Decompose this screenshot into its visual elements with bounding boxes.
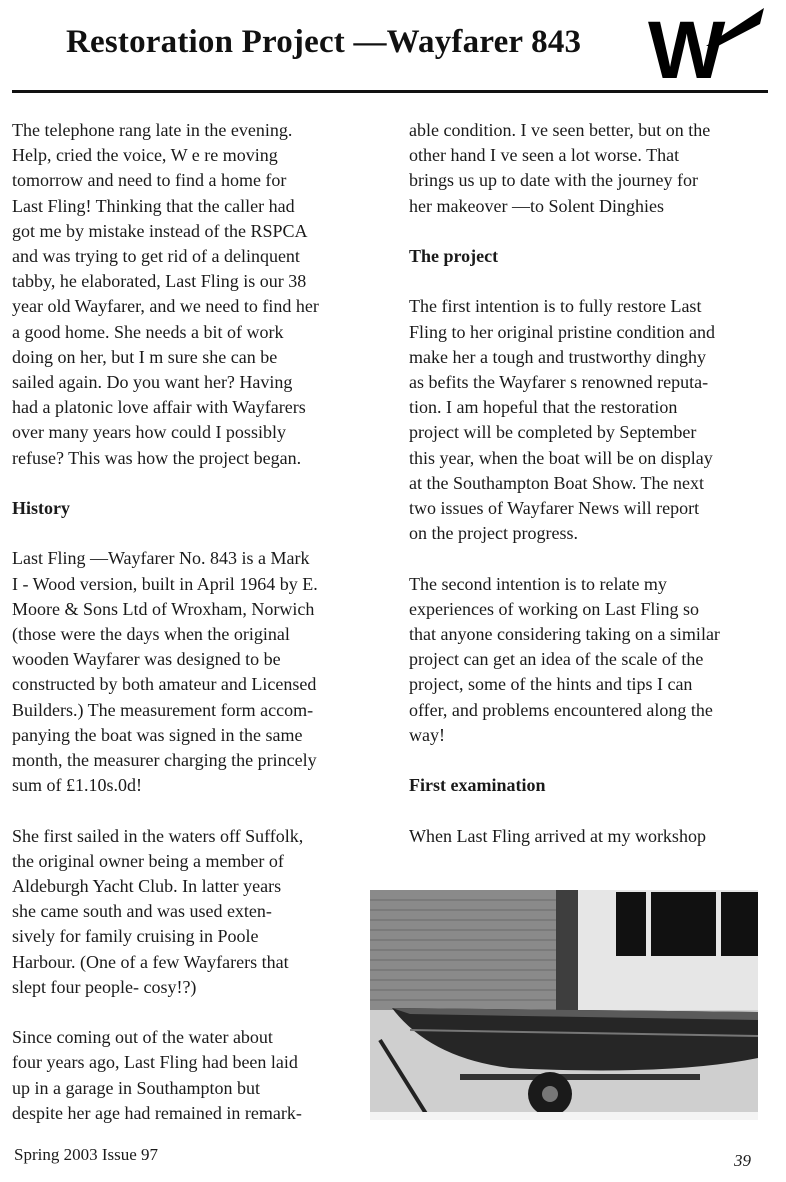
body-text-line: refuse? This was how the project began.	[12, 447, 302, 468]
body-text-line: this year, when the boat will be on display	[409, 447, 713, 468]
body-text-line: constructed by both amateur and Licensed	[12, 674, 317, 695]
body-text-line: and was trying to get rid of a delinquent	[12, 246, 300, 267]
body-text-line: at the Southampton Boat Show. The next	[409, 472, 704, 493]
paragraph-gap	[409, 798, 771, 823]
paragraph-gap	[12, 471, 374, 496]
body-text-line: got me by mistake instead of the RSPCA	[12, 220, 308, 241]
body-text-line: other hand I ve seen a lot worse. That	[409, 145, 680, 166]
body-text-line: The first intention is to fully restore Last	[409, 296, 702, 317]
body-text-line: Moore & Sons Ltd of Wroxham, Norwich	[12, 598, 315, 619]
body-text-line: Aldeburgh Yacht Club. In latter years	[12, 876, 282, 897]
body-text-line: tomorrow and need to find a home for	[12, 170, 287, 191]
body-text-line: experiences of working on Last Fling so	[409, 598, 699, 619]
body-text-line: Harbour. (One of a few Wayfarers that	[12, 951, 289, 972]
body-text-line: tion. I am hopeful that the restoration	[409, 397, 678, 418]
body-text-line: slept four people- cosy!?)	[12, 976, 197, 997]
paragraph-gap	[409, 219, 771, 244]
body-text-line: had a platonic love affair with Wayfarers	[12, 397, 306, 418]
body-text-line: wooden Wayfarer was designed to be	[12, 649, 281, 670]
section-heading: First examination	[409, 775, 546, 796]
body-text-line: sively for family cruising in Poole	[12, 926, 259, 947]
body-text-line: tabby, he elaborated, Last Fling is our 38	[12, 271, 307, 292]
body-text-line: panying the boat was signed in the same	[12, 724, 303, 745]
body-text-line: that anyone considering taking on a similar	[409, 624, 720, 645]
body-text-line: The second intention is to relate my	[409, 573, 667, 594]
paragraph-gap	[12, 521, 374, 546]
body-text-line: Last Fling —Wayfarer No. 843 is a Mark	[12, 548, 310, 569]
logo-letter: W	[648, 6, 726, 82]
body-text-line: Help, cried the voice, W e re moving	[12, 145, 278, 166]
body-text-line: She first sailed in the waters off Suffolk,	[12, 825, 304, 846]
body-text-line: year old Wayfarer, and we need to find her	[12, 296, 319, 317]
issue-label: Spring 2003 Issue 97	[14, 1145, 159, 1164]
body-text-line: offer, and problems encountered along the	[409, 699, 713, 720]
page-title: Restoration Project —Wayfarer 843	[66, 24, 582, 60]
body-text-line: the original owner being a member of	[12, 850, 284, 871]
boat-photo	[370, 890, 758, 1120]
body-text-line: able condition. I ve seen better, but on the	[409, 120, 711, 140]
body-text-line: Last Fling! Thinking that the caller had	[12, 195, 295, 216]
body-text-line: Builders.) The measurement form accom-	[12, 699, 314, 720]
body-text-line: up in a garage in Southampton but	[12, 1077, 260, 1098]
paragraph-gap	[12, 798, 374, 823]
body-text-line: project can get an idea of the scale of the	[409, 649, 704, 670]
body-text-line: project, some of the hints and tips I can	[409, 674, 693, 695]
body-text-line: project will be completed by September	[409, 422, 697, 443]
body-text-line: doing on her, but I m sure she can be	[12, 346, 278, 367]
body-text-line: sum of £1.10s.0d!	[12, 775, 142, 796]
wayfarer-logo	[648, 6, 766, 82]
body-text-line: month, the measurer charging the princely	[12, 750, 317, 771]
body-text-line: four years ago, Last Fling had been laid	[12, 1052, 298, 1073]
body-text-line: a good home. She needs a bit of work	[12, 321, 284, 342]
header-divider	[12, 90, 768, 93]
body-text-line: her makeover —to Solent Dinghies	[409, 195, 664, 216]
paragraph-gap	[409, 269, 771, 294]
paragraph-gap	[409, 546, 771, 571]
paragraph-gap	[12, 1000, 374, 1025]
body-text-line: despite her age had remained in remark-	[12, 1102, 302, 1123]
paragraph-gap	[409, 748, 771, 773]
body-text-line: Since coming out of the water about	[12, 1027, 273, 1048]
body-text-line: two issues of Wayfarer News will report	[409, 498, 700, 519]
body-text-line: Fling to her original pristine condition and	[409, 321, 715, 342]
section-heading: The project	[409, 246, 499, 266]
body-text-line: over many years how could I possibly	[12, 422, 286, 443]
body-text-line: on the project progress.	[409, 523, 578, 544]
body-text-line: she came south and was used exten-	[12, 901, 272, 922]
body-text-line: The telephone rang late in the evening.	[12, 120, 293, 140]
section-heading: History	[12, 498, 70, 519]
body-text-line: (those were the days when the original	[12, 624, 290, 645]
left-column	[12, 118, 374, 1126]
body-text-line: I - Wood version, built in April 1964 by E.	[12, 573, 318, 594]
body-text-line: sailed again. Do you want her? Having	[12, 372, 293, 393]
body-text-line: way!	[409, 724, 445, 745]
body-text-line: brings us up to date with the journey for	[409, 170, 698, 191]
body-text-line: make her a tough and trustworthy dinghy	[409, 346, 706, 367]
body-text-line: When Last Fling arrived at my workshop	[409, 825, 706, 846]
right-column	[409, 118, 771, 849]
body-text-line: as befits the Wayfarer s renowned reputa-	[409, 372, 709, 392]
page-number: 39	[734, 1151, 751, 1170]
